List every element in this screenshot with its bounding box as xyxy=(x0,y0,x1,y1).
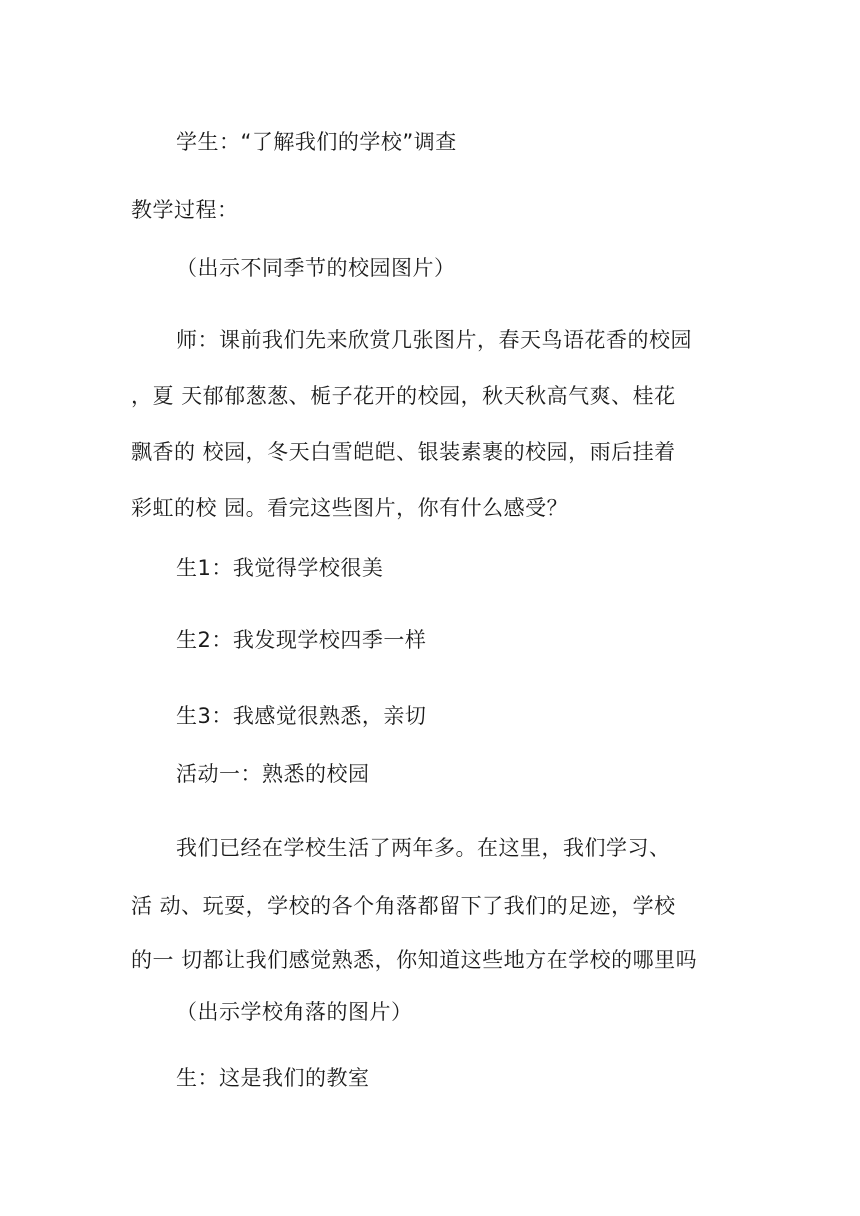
teacher-speech-line-4: 彩虹的校 园。看完这些图片，你有什么感受？ xyxy=(131,496,569,520)
teacher-speech-line-3: 飘香的 校园，冬天白雪皑皑、银装素裹的校园，雨后挂着 xyxy=(131,440,676,464)
teacher-speech-line-2: ，夏 天郁郁葱葱、栀子花开的校园，秋天秋高气爽、桂花 xyxy=(131,384,676,408)
student-answer-classroom: 生：这是我们的教室 xyxy=(176,1066,370,1090)
paragraph-line-1: 我们已经在学校生活了两年多。在这里，我们学习、 xyxy=(176,836,671,860)
paragraph-line-2: 活 动、玩耍，学校的各个角落都留下了我们的足迹，学校 xyxy=(131,894,676,918)
activity-one-heading: 活动一：熟悉的校园 xyxy=(176,762,370,786)
teaching-process-heading: 教学过程： xyxy=(131,198,239,222)
show-corners-line: （出示学校角落的图片） xyxy=(176,1000,413,1024)
student-3-answer: 生3：我感觉很熟悉，亲切 xyxy=(176,704,427,728)
student-1-answer: 生1：我觉得学校很美 xyxy=(176,556,384,580)
teacher-speech-line-1: 师：课前我们先来欣赏几张图片，春天鸟语花香的校园 xyxy=(176,328,692,352)
paragraph-line-3: 的一 切都让我们感觉熟悉，你知道这些地方在学校的哪里吗 xyxy=(131,948,698,972)
students-preparation-line: 学生：“了解我们的学校”调查 xyxy=(176,130,457,154)
show-seasons-line: （出示不同季节的校园图片） xyxy=(176,256,456,280)
student-2-answer: 生2：我发现学校四季一样 xyxy=(176,628,427,652)
